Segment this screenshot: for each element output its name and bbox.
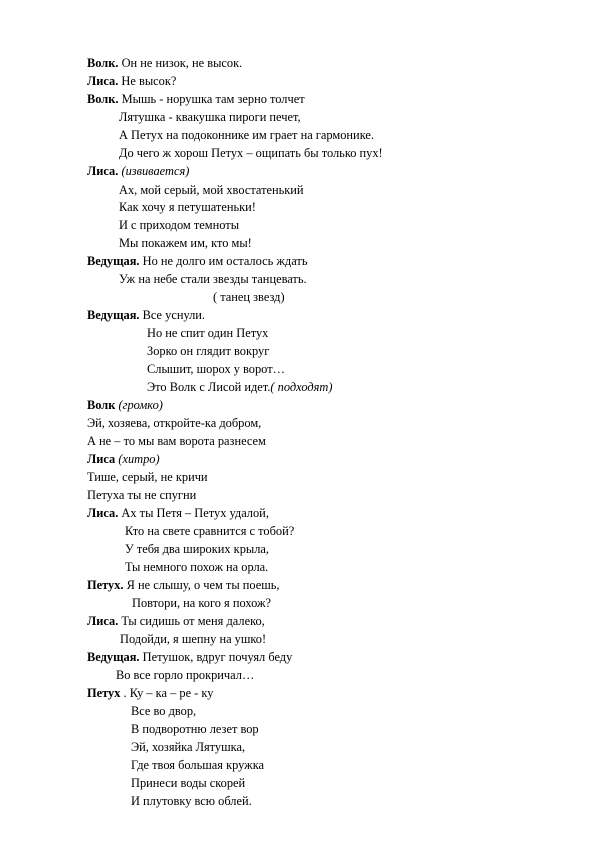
speaker-name: Ведущая. [87,254,140,268]
text-line [87,92,305,107]
text-line [87,434,266,449]
line-text: Слышит, шорох у ворот… [147,362,286,376]
line-text: И плутовку всю облей. [131,794,252,808]
speaker-name: Волк. [87,92,119,106]
line-text: Я не слышу, о чем ты поешь, [123,578,280,592]
text-line [125,524,294,539]
line-text: Но не спит один Петух [147,326,269,340]
line-text: А Петух на подоконнике им грает на гармонике. [119,128,374,142]
text-line [87,470,208,485]
text-line [125,560,268,575]
text-line [119,200,256,215]
text-line [119,110,301,125]
text-line [116,668,254,683]
text-line [87,452,160,467]
speaker-name: Петух. [87,578,124,592]
line-text: Зорко он глядит вокруг [147,344,270,358]
line-text: . Ку – ка – ре - ку [120,686,214,700]
line-text: Петушок, вдруг почуял беду [139,650,293,664]
line-text: Эй, хозяева, откройте-ка добром, [87,416,262,430]
text-line [213,290,285,305]
text-line [119,128,374,143]
speaker-name: Волк. [87,56,119,70]
text-line [147,362,285,377]
line-text: Ах ты Петя – Петух удалой, [118,506,269,520]
speaker-name: Лиса. [87,164,119,178]
line-text: Ты немного похож на орла. [125,560,269,574]
line-text: Мы покажем им, кто мы! [119,236,252,250]
line-text: Где твоя большая кружка [131,758,265,772]
line-text: Все во двор, [131,704,197,718]
speaker-name: Лиса. [87,74,119,88]
text-line [87,74,176,89]
line-text: Мышь - норушка там зерно толчет [118,92,305,106]
text-line [87,398,163,413]
text-line [119,183,304,198]
text-line [131,794,252,809]
speaker-name: Лиса. [87,506,119,520]
text-line [131,776,245,791]
speaker-name: Ведущая. [87,650,140,664]
text-line [87,506,269,521]
line-text: Петуха ты не спугни [87,488,197,502]
text-line [87,614,265,629]
line-text: Все уснули. [139,308,206,322]
stage-direction: (хитро) [118,452,160,466]
text-line [120,632,266,647]
text-line [131,758,264,773]
text-line [87,308,205,323]
line-text: Ты сидишь от меня далеко, [118,614,265,628]
line-text: Принеси воды скорей [131,776,246,790]
line-text: Эй, хозяйка Лятушка, [131,740,246,754]
line-text: Во все горло прокричал… [116,668,255,682]
text-line [87,686,213,701]
speaker-name: Петух [87,686,121,700]
line-text: Подойди, я шепну на ушко! [120,632,267,646]
text-line [87,488,196,503]
line-text: До чего ж хорош Петух – ощипать бы только пух! [119,146,383,160]
line-text: Повтори, на кого я похож? [132,596,272,610]
text-line [119,272,307,287]
text-line [131,740,245,755]
text-line [119,218,239,233]
text-line [87,254,307,269]
text-line [119,146,383,161]
text-line [87,578,280,593]
line-text: В подворотню лезет вор [131,722,259,736]
text-line [119,236,252,251]
line-text: ( танец звезд) [213,290,285,304]
stage-direction: (извивается) [121,164,190,178]
text-line [87,650,292,665]
speaker-name: Ведущая. [87,308,140,322]
stage-direction: (громко) [118,398,163,412]
line-text: Тише, серый, не кричи [87,470,208,484]
text-line [87,164,189,179]
text-line [131,704,196,719]
line-text: Но не долго им осталось ждать [139,254,308,268]
speaker-name: Лиса [87,452,116,466]
line-text: Это Волк с Лисой идет. [147,380,271,394]
text-line [125,542,269,557]
text-line [147,344,269,359]
text-line [87,416,261,431]
speaker-name: Лиса. [87,614,119,628]
line-text: У тебя два широких крыла, [125,542,269,556]
text-line [147,380,332,395]
stage-direction: ( подходят) [270,380,333,394]
line-text: А не – то мы вам ворота разнесем [87,434,266,448]
line-text: Уж на небе стали звезды танцевать. [119,272,307,286]
text-line [147,326,268,341]
text-line [131,722,259,737]
text-line [132,596,271,611]
line-text: Как хочу я петушатеньки! [119,200,256,214]
text-line [87,56,242,71]
line-text: Кто на свете сравнится с тобой? [125,524,295,538]
line-text: Ах, мой серый, мой хвостатенький [119,183,304,197]
line-text: И с приходом темноты [119,218,240,232]
line-text: Лятушка - квакушка пироги печет, [119,110,301,124]
line-text: Он не низок, не высок. [118,56,243,70]
line-text: Не высок? [118,74,177,88]
speaker-name: Волк [87,398,116,412]
